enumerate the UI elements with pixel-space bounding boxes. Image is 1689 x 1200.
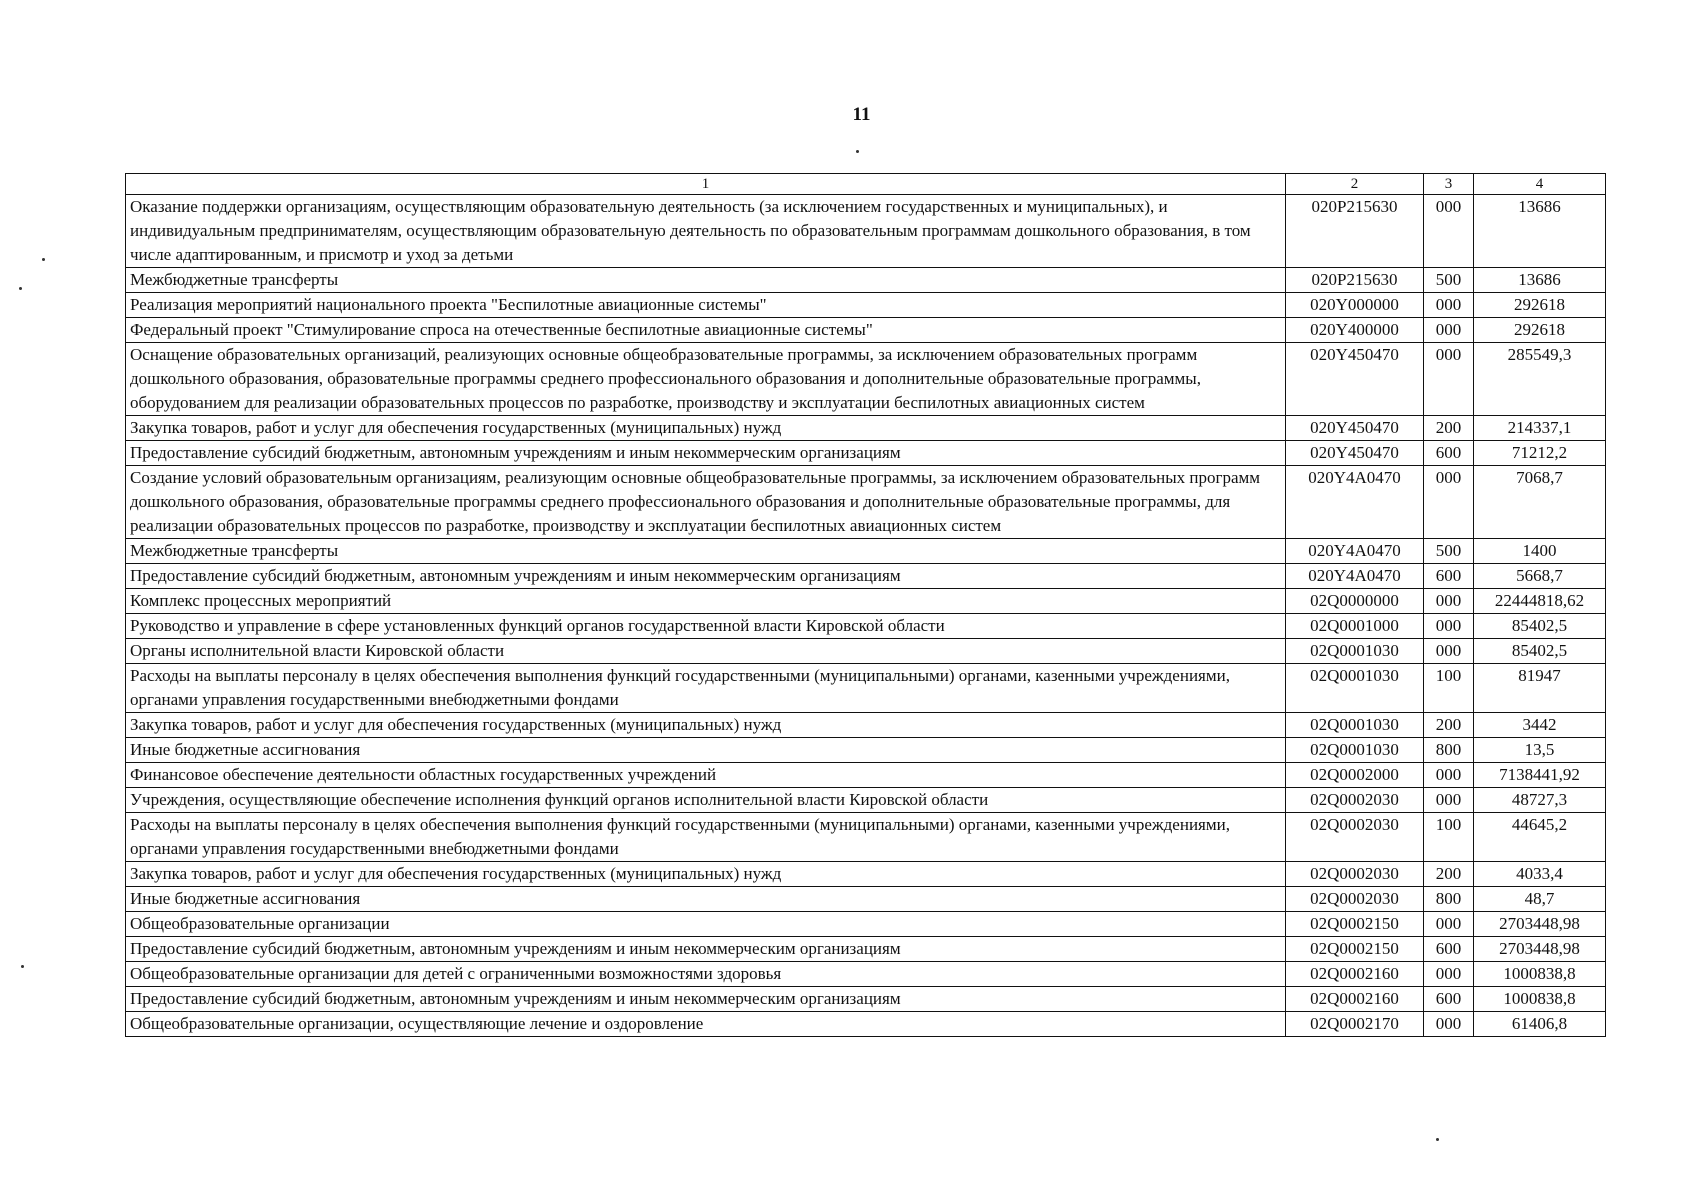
cell-amount: 2703448,98: [1474, 912, 1606, 937]
cell-expense-type: 600: [1424, 564, 1474, 589]
table-row: [126, 813, 1606, 862]
table-row: [126, 293, 1606, 318]
cell-amount: 285549,3: [1474, 343, 1606, 416]
page-number: 11: [852, 104, 871, 125]
cell-expense-type: 500: [1424, 539, 1474, 564]
cell-expense-type: 000: [1424, 466, 1474, 539]
cell-amount: 13686: [1474, 268, 1606, 293]
cell-target-code: 02Q0002160: [1286, 962, 1424, 987]
table-row: [126, 639, 1606, 664]
column-header-3: 3: [1424, 174, 1474, 195]
table-row: [126, 466, 1606, 539]
cell-expense-type: 600: [1424, 441, 1474, 466]
cell-target-code: 02Q0002030: [1286, 788, 1424, 813]
table-row: [126, 441, 1606, 466]
cell-expense-type: 800: [1424, 738, 1474, 763]
cell-expense-type: 200: [1424, 713, 1474, 738]
cell-amount: 13,5: [1474, 738, 1606, 763]
cell-description: Предоставление субсидий бюджетным, автономным учреждениям и иным некоммерческим организациям: [126, 564, 1286, 589]
cell-target-code: 02Q0002030: [1286, 862, 1424, 887]
cell-description: Закупка товаров, работ и услуг для обеспечения государственных (муниципальных) нужд: [126, 416, 1286, 441]
cell-amount: 71212,2: [1474, 441, 1606, 466]
cell-expense-type: 000: [1424, 962, 1474, 987]
cell-description: Реализация мероприятий национального проекта "Беспилотные авиационные системы": [126, 293, 1286, 318]
cell-amount: 85402,5: [1474, 614, 1606, 639]
table-row: [126, 268, 1606, 293]
cell-amount: 44645,2: [1474, 813, 1606, 862]
cell-expense-type: 000: [1424, 1012, 1474, 1037]
cell-amount: 214337,1: [1474, 416, 1606, 441]
cell-target-code: 020Y450470: [1286, 441, 1424, 466]
cell-amount: 22444818,62: [1474, 589, 1606, 614]
cell-amount: 61406,8: [1474, 1012, 1606, 1037]
cell-description: Оказание поддержки организациям, осуществляющим образовательную деятельность (за исключением государственных и муниципальных), и индивидуальным предпринимателям, осуществляющим образовательную деятельность по образовательным программам дошкольного образования, в том числе адаптированным, и присмотр и уход за детьми: [126, 195, 1286, 268]
table-row: [126, 539, 1606, 564]
table-row: [126, 318, 1606, 343]
table-row: [126, 1012, 1606, 1037]
cell-description: Иные бюджетные ассигнования: [126, 738, 1286, 763]
cell-expense-type: 200: [1424, 862, 1474, 887]
cell-expense-type: 200: [1424, 416, 1474, 441]
cell-amount: 5668,7: [1474, 564, 1606, 589]
table-row: [126, 962, 1606, 987]
cell-target-code: 02Q0002030: [1286, 813, 1424, 862]
scan-speck: [1436, 1138, 1439, 1141]
scan-speck: [856, 150, 859, 153]
cell-expense-type: 000: [1424, 614, 1474, 639]
cell-description: Оснащение образовательных организаций, реализующих основные общеобразовательные программы, за исключением образовательных программ дошкольного образования, образовательные программы среднего профессионального образования и дополнительные образовательные программы, оборудованием для реализации образовательных процессов по разработке, производству и эксплуатации беспилотных авиационных систем: [126, 343, 1286, 416]
cell-expense-type: 500: [1424, 268, 1474, 293]
cell-description: Учреждения, осуществляющие обеспечение исполнения функций органов исполнительной власти Кировской области: [126, 788, 1286, 813]
cell-description: Межбюджетные трансферты: [126, 539, 1286, 564]
cell-description: Комплекс процессных мероприятий: [126, 589, 1286, 614]
cell-expense-type: 000: [1424, 195, 1474, 268]
cell-description: Предоставление субсидий бюджетным, автономным учреждениям и иным некоммерческим организациям: [126, 441, 1286, 466]
table-header-row: [126, 174, 1606, 195]
table-row: [126, 564, 1606, 589]
table-row: [126, 788, 1606, 813]
cell-target-code: 02Q0002150: [1286, 937, 1424, 962]
cell-description: Общеобразовательные организации для детей с ограниченными возможностями здоровья: [126, 962, 1286, 987]
cell-amount: 81947: [1474, 664, 1606, 713]
cell-amount: 4033,4: [1474, 862, 1606, 887]
cell-description: Расходы на выплаты персоналу в целях обеспечения выполнения функций государственными (муниципальными) органами, казенными учреждениями, органами управления государственными внебюджетными фондами: [126, 664, 1286, 713]
cell-description: Общеобразовательные организации: [126, 912, 1286, 937]
cell-description: Руководство и управление в сфере установленных функций органов государственной власти Кировской области: [126, 614, 1286, 639]
cell-expense-type: 600: [1424, 937, 1474, 962]
cell-amount: 1000838,8: [1474, 962, 1606, 987]
cell-expense-type: 000: [1424, 318, 1474, 343]
cell-target-code: 020P215630: [1286, 195, 1424, 268]
cell-description: Финансовое обеспечение деятельности областных государственных учреждений: [126, 763, 1286, 788]
cell-amount: 292618: [1474, 318, 1606, 343]
scan-speck: [19, 287, 22, 290]
cell-target-code: 020Y450470: [1286, 343, 1424, 416]
cell-target-code: 020Y400000: [1286, 318, 1424, 343]
cell-target-code: 02Q0001030: [1286, 639, 1424, 664]
cell-expense-type: 000: [1424, 293, 1474, 318]
cell-amount: 85402,5: [1474, 639, 1606, 664]
table-row: [126, 713, 1606, 738]
cell-amount: 48727,3: [1474, 788, 1606, 813]
cell-description: Органы исполнительной власти Кировской области: [126, 639, 1286, 664]
table-row: [126, 887, 1606, 912]
column-header-1: 1: [126, 174, 1286, 195]
cell-target-code: 02Q0002160: [1286, 987, 1424, 1012]
cell-amount: 1000838,8: [1474, 987, 1606, 1012]
column-header-4: 4: [1474, 174, 1606, 195]
cell-target-code: 02Q0001030: [1286, 664, 1424, 713]
cell-target-code: 020Y4A0470: [1286, 466, 1424, 539]
cell-description: Общеобразовательные организации, осуществляющие лечение и оздоровление: [126, 1012, 1286, 1037]
scan-speck: [21, 965, 24, 968]
cell-expense-type: 100: [1424, 664, 1474, 713]
cell-target-code: 020Y000000: [1286, 293, 1424, 318]
table-row: [126, 343, 1606, 416]
table-row: [126, 195, 1606, 268]
table-row: [126, 416, 1606, 441]
cell-amount: 3442: [1474, 713, 1606, 738]
cell-expense-type: 000: [1424, 788, 1474, 813]
cell-description: Расходы на выплаты персоналу в целях обеспечения выполнения функций государственными (муниципальными) органами, казенными учреждениями, органами управления государственными внебюджетными фондами: [126, 813, 1286, 862]
cell-expense-type: 800: [1424, 887, 1474, 912]
cell-target-code: 02Q0001030: [1286, 713, 1424, 738]
cell-target-code: 020Y450470: [1286, 416, 1424, 441]
cell-description: Межбюджетные трансферты: [126, 268, 1286, 293]
cell-description: Предоставление субсидий бюджетным, автономным учреждениям и иным некоммерческим организациям: [126, 987, 1286, 1012]
cell-amount: 2703448,98: [1474, 937, 1606, 962]
cell-amount: 1400: [1474, 539, 1606, 564]
budget-table: [125, 173, 1606, 1037]
cell-target-code: 02Q0001030: [1286, 738, 1424, 763]
cell-target-code: 02Q0002150: [1286, 912, 1424, 937]
table-row: [126, 738, 1606, 763]
cell-amount: 292618: [1474, 293, 1606, 318]
column-header-2: 2: [1286, 174, 1424, 195]
cell-description: Закупка товаров, работ и услуг для обеспечения государственных (муниципальных) нужд: [126, 713, 1286, 738]
table-row: [126, 862, 1606, 887]
table-body: [126, 195, 1606, 1037]
scan-speck: [42, 258, 45, 261]
cell-amount: 7068,7: [1474, 466, 1606, 539]
table-row: [126, 589, 1606, 614]
table-row: [126, 937, 1606, 962]
cell-expense-type: 000: [1424, 589, 1474, 614]
cell-expense-type: 000: [1424, 763, 1474, 788]
cell-expense-type: 000: [1424, 912, 1474, 937]
cell-target-code: 02Q0002030: [1286, 887, 1424, 912]
cell-expense-type: 000: [1424, 343, 1474, 416]
table-row: [126, 664, 1606, 713]
cell-description: Федеральный проект "Стимулирование спроса на отечественные беспилотные авиационные системы": [126, 318, 1286, 343]
cell-target-code: 02Q0001000: [1286, 614, 1424, 639]
cell-expense-type: 000: [1424, 639, 1474, 664]
table-row: [126, 912, 1606, 937]
cell-description: Закупка товаров, работ и услуг для обеспечения государственных (муниципальных) нужд: [126, 862, 1286, 887]
table-row: [126, 987, 1606, 1012]
cell-amount: 7138441,92: [1474, 763, 1606, 788]
cell-amount: 13686: [1474, 195, 1606, 268]
table-row: [126, 614, 1606, 639]
cell-amount: 48,7: [1474, 887, 1606, 912]
cell-expense-type: 100: [1424, 813, 1474, 862]
cell-description: Предоставление субсидий бюджетным, автономным учреждениям и иным некоммерческим организациям: [126, 937, 1286, 962]
cell-target-code: 020Y4A0470: [1286, 564, 1424, 589]
cell-description: Создание условий образовательным организациям, реализующим основные общеобразовательные программы, за исключением образовательных программ дошкольного образования, образовательные программы среднего профессионального образования и дополнительные образовательные программы, для реализации образовательных процессов по разработке, производству и эксплуатации беспилотных авиационных систем: [126, 466, 1286, 539]
cell-expense-type: 600: [1424, 987, 1474, 1012]
cell-target-code: 020P215630: [1286, 268, 1424, 293]
cell-description: Иные бюджетные ассигнования: [126, 887, 1286, 912]
cell-target-code: 020Y4A0470: [1286, 539, 1424, 564]
cell-target-code: 02Q0000000: [1286, 589, 1424, 614]
table-row: [126, 763, 1606, 788]
cell-target-code: 02Q0002170: [1286, 1012, 1424, 1037]
cell-target-code: 02Q0002000: [1286, 763, 1424, 788]
